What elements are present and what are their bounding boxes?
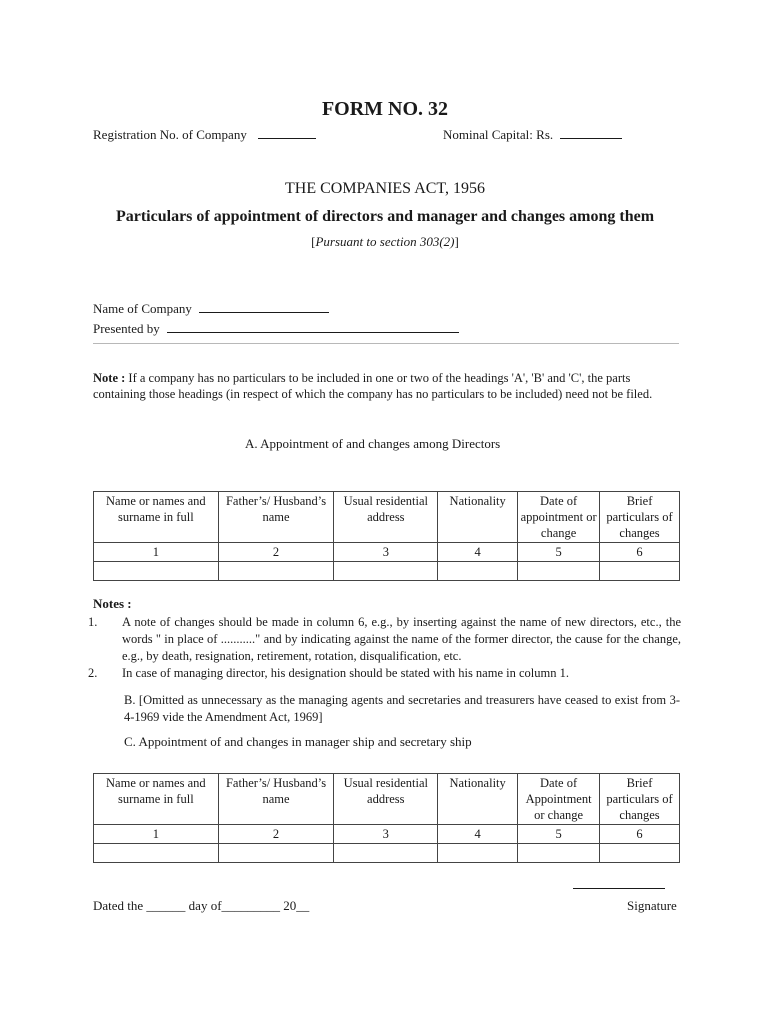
column-number-row <box>94 825 680 844</box>
section-b-paragraph: B. [Omitted as unnecessary as the managing agents and secretaries and treasurers have ceased to exist from 3-4-1969 vide the Amendment Act, 1969] <box>124 693 680 724</box>
act-title: THE COMPANIES ACT, 1956 <box>284 180 486 197</box>
column-number: 2 <box>218 825 334 844</box>
header-cell: Brief particulars of changes <box>600 774 680 825</box>
table-row <box>94 562 680 581</box>
column-number: 3 <box>334 825 438 844</box>
presented-by-row <box>93 320 459 337</box>
column-number: 5 <box>518 543 600 562</box>
column-number: 1 <box>94 543 219 562</box>
column-number: 6 <box>600 543 680 562</box>
header-cell: Father’s/ Husband’s name <box>218 774 334 825</box>
registration-number-field[interactable] <box>258 126 316 139</box>
table-header-row <box>94 774 680 825</box>
manager-secretary-table <box>93 773 680 863</box>
header-cell: Nationality <box>438 774 518 825</box>
header-cell: Father’s/ Husband’s name <box>218 492 334 543</box>
entry-cell[interactable] <box>438 844 518 863</box>
column-number: 5 <box>518 825 600 844</box>
entry-cell[interactable] <box>94 562 219 581</box>
dated-line: Dated the ______ day of_________ 20__ <box>93 898 310 913</box>
entry-cell[interactable] <box>600 844 680 863</box>
entry-cell[interactable] <box>334 844 438 863</box>
column-number: 2 <box>218 543 334 562</box>
note-item-text: A note of changes should be made in column 6, e.g., by inserting against the name of new directors, etc., the words " in place of ..........." and by indicating against the name of the former director, the cause for the change, e.g., by death, resignation, retirement, rotation, disqualification, etc. <box>122 615 681 663</box>
entry-cell[interactable] <box>218 844 334 863</box>
pursuant-line <box>0 234 770 250</box>
notes-heading: Notes : <box>93 596 132 611</box>
column-number: 4 <box>438 543 518 562</box>
note-item-text: In case of managing director, his designation should be stated with his name in column 1. <box>122 666 569 680</box>
table-header-row <box>94 492 680 543</box>
company-name-label: Name of Company <box>93 301 192 316</box>
form-title: FORM NO. 32 <box>321 98 449 120</box>
note-item-number: 1. <box>88 615 98 629</box>
note-paragraph <box>93 370 663 402</box>
entry-cell[interactable] <box>218 562 334 581</box>
bracket-close: ] <box>454 234 459 249</box>
signature-label: Signature <box>627 898 677 913</box>
header-cell: Date of appointment or change <box>518 492 600 543</box>
entry-cell[interactable] <box>94 844 219 863</box>
header-cell: Brief particulars of changes <box>600 492 680 543</box>
nominal-capital-label: Nominal Capital: Rs. <box>443 127 554 142</box>
form-subtitle: Particulars of appointment of directors and manager and changes among them <box>115 208 655 225</box>
column-number: 4 <box>438 825 518 844</box>
directors-table <box>93 491 680 581</box>
header-cell: Usual residential address <box>334 774 438 825</box>
entry-cell[interactable] <box>438 562 518 581</box>
registration-number-row <box>93 126 316 143</box>
table-row <box>94 844 680 863</box>
column-number: 1 <box>94 825 219 844</box>
bracket-open: [ <box>311 234 316 249</box>
column-number: 6 <box>600 825 680 844</box>
company-name-field[interactable] <box>199 300 329 313</box>
column-number-row <box>94 543 680 562</box>
header-cell: Name or names and surname in full <box>94 774 219 825</box>
header-cell: Usual residential address <box>334 492 438 543</box>
nominal-capital-row <box>443 126 622 143</box>
header-cell: Date of Appointment or change <box>518 774 600 825</box>
pursuant-text: Pursuant to section 303(2) <box>315 234 455 249</box>
section-c-title: C. Appointment of and changes in manager ship and secretary ship <box>124 734 472 749</box>
divider <box>93 343 679 344</box>
registration-label: Registration No. of Company <box>93 127 247 142</box>
note-text: If a company has no particulars to be included in one or two of the headings 'A', 'B' and 'C', the parts containing those headings (in respect of which the company has no particulars to be included) need not be filed. <box>93 371 653 401</box>
entry-cell[interactable] <box>518 844 600 863</box>
nominal-capital-field[interactable] <box>560 126 622 139</box>
presented-by-field[interactable] <box>167 320 459 333</box>
note-item-number: 2. <box>88 666 98 680</box>
note-item-1 <box>88 614 681 665</box>
entry-cell[interactable] <box>600 562 680 581</box>
section-a-title: A. Appointment of and changes among Directors <box>245 436 501 451</box>
header-cell: Nationality <box>438 492 518 543</box>
presented-by-label: Presented by <box>93 321 160 336</box>
entry-cell[interactable] <box>334 562 438 581</box>
note-label: Note : <box>93 371 126 385</box>
note-item-2 <box>88 665 681 682</box>
entry-cell[interactable] <box>518 562 600 581</box>
company-name-row <box>93 300 329 317</box>
column-number: 3 <box>334 543 438 562</box>
signature-line[interactable] <box>573 888 665 889</box>
header-cell: Name or names and surname in full <box>94 492 219 543</box>
